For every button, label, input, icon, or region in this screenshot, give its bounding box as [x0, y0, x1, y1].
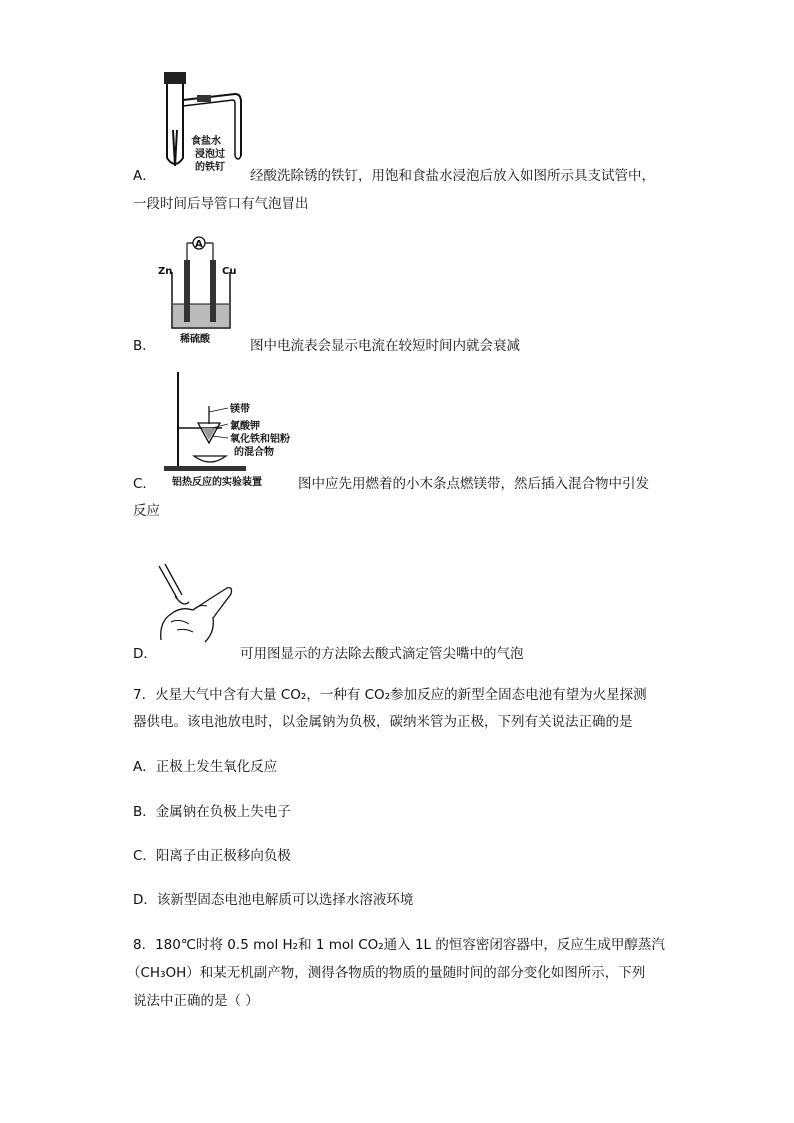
- fig-a-label-1: 食盐水: [191, 136, 221, 147]
- fig-b-label-cu: Cu: [222, 266, 237, 277]
- fig-c-label-1: 镁带: [230, 404, 250, 415]
- figure-d-burette-hand: [155, 562, 240, 644]
- option-d-letter: D．: [133, 646, 157, 662]
- figure-b-galvanic-cell: [158, 232, 248, 345]
- figure-c-thermite-apparatus: [160, 368, 300, 492]
- q8-stem-line1: 8．180℃时将 0.5 mol H₂和 1 mol CO₂通入 1L 的恒容密闭容器中，反应生成甲醇蒸汽: [133, 937, 665, 953]
- option-b-letter: B．: [133, 338, 156, 354]
- option-a-text-line1: 经酸洗除锈的铁钉，用饱和食盐水浸泡后放入如图所示具支试管中，: [250, 168, 655, 184]
- option-c-letter: C．: [133, 476, 156, 492]
- burette-hand-diagram: [155, 562, 240, 644]
- q7-stem-line2: 器供电。该电池放电时，以金属钠为负极，碳纳米管为正极，下列有关说法正确的是: [133, 714, 633, 730]
- fig-c-label-4: 的混合物: [234, 447, 274, 458]
- fig-c-label-3: 氧化铁和铝粉: [230, 434, 290, 445]
- branched-test-tube-diagram: [155, 70, 250, 180]
- q7-option-a: A．正极上发生氧化反应: [133, 759, 278, 775]
- svg-text:A: A: [195, 239, 203, 250]
- fig-a-label-2: 浸泡过: [195, 149, 225, 160]
- option-a-letter: A．: [133, 168, 156, 184]
- q7-option-d: D．该新型固态电池电解质可以选择水溶液环境: [133, 892, 414, 908]
- galvanic-cell-diagram: [158, 232, 248, 345]
- option-c-text-line1: 图中应先用燃着的小木条点燃镁带，然后插入混合物中引发: [298, 476, 649, 492]
- fig-b-label-zn: Zn: [158, 266, 173, 277]
- option-c-text-line2: 反应: [133, 503, 160, 519]
- thermite-apparatus-diagram: [160, 368, 300, 492]
- q7-option-b: B．金属钠在负极上失电子: [133, 804, 291, 820]
- q8-stem-line3: 说法中正确的是（ ）: [133, 993, 259, 1009]
- option-d-text-line1: 可用图显示的方法除去酸式滴定管尖嘴中的气泡: [240, 646, 524, 662]
- q7-option-c: C．阳离子由正极移向负极: [133, 848, 291, 864]
- fig-c-caption: 铝热反应的实验装置: [172, 477, 262, 488]
- option-a-text-line2: 一段时间后导管口有气泡冒出: [133, 196, 309, 212]
- figure-a-branched-test-tube: [155, 70, 250, 180]
- fig-a-label-3: 的铁钉: [195, 162, 225, 173]
- fig-c-label-2: 氯酸钾: [230, 421, 260, 432]
- q8-stem-line2: （CH₃OH）和某无机副产物，测得各物质的物质的量随时间的部分变化如图所示，下列: [127, 965, 646, 981]
- option-b-text-line1: 图中电流表会显示电流在较短时间内就会衰减: [250, 338, 520, 354]
- fig-b-label-acid: 稀硫酸: [180, 334, 210, 345]
- q7-stem-line1: 7．火星大气中含有大量 CO₂，一种有 CO₂参加反应的新型全固态电池有望为火星探测: [133, 687, 647, 703]
